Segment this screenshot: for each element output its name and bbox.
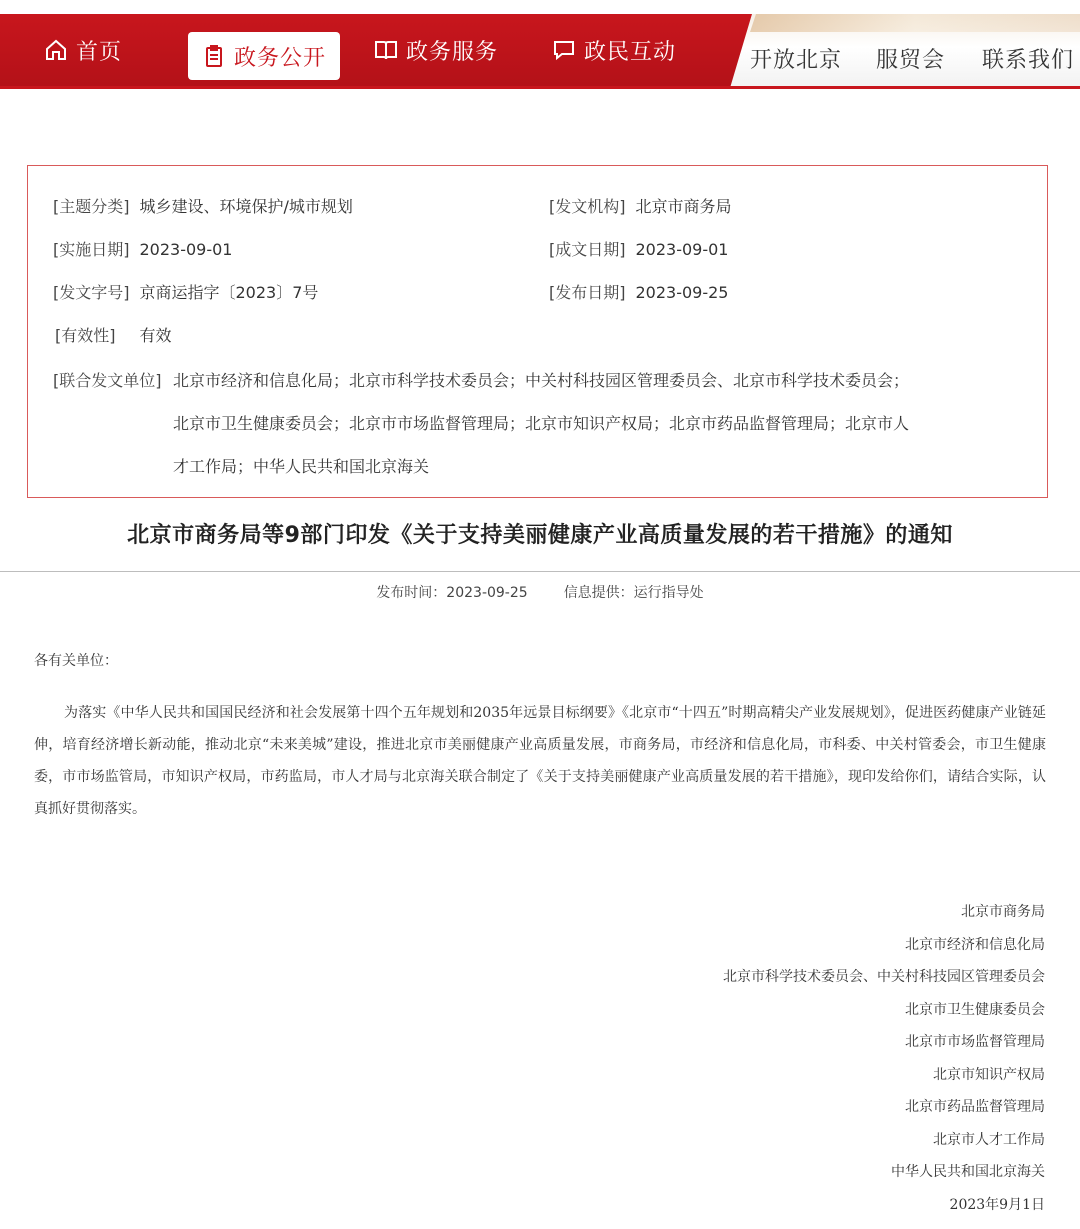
meta-topic-value: 城乡建设、环境保护/城市规划 — [139, 197, 353, 216]
meta-issuer — [549, 194, 732, 217]
meta-created-value: 2023-09-01 — [635, 240, 729, 259]
meta-docno-label: [发文字号] — [53, 283, 130, 302]
title-divider — [0, 571, 1080, 572]
meta-validity-label: [有效性] — [55, 326, 116, 345]
nav-contact[interactable] — [982, 32, 1074, 84]
publish-time: 发布时间：2023-09-25 — [376, 585, 528, 601]
meta-publish-value: 2023-09-25 — [635, 283, 729, 302]
meta-effective-label: [实施日期] — [53, 240, 130, 259]
nav-interaction-label: 政民互动 — [584, 39, 677, 65]
signer: 北京市市场监督管理局 — [905, 1034, 1045, 1050]
chat-icon — [552, 38, 576, 62]
book-icon — [374, 38, 398, 62]
signer: 中华人民共和国北京海关 — [891, 1164, 1045, 1180]
signer: 北京市卫生健康委员会 — [905, 1001, 1045, 1018]
meta-docno — [53, 280, 318, 303]
meta-joint-label: [联合发文单位] — [53, 371, 162, 390]
signer: 北京市经济和信息化局 — [905, 936, 1045, 953]
meta-validity-value: 有效 — [139, 326, 172, 345]
nav-contact-label: 联系我们 — [982, 47, 1075, 73]
nav-home[interactable] — [44, 24, 122, 76]
nav-gov-affairs-label: 政务公开 — [234, 45, 327, 71]
meta-effective — [53, 237, 232, 260]
signer: 北京市商务局 — [961, 904, 1045, 920]
meta-validity — [55, 323, 172, 346]
nav-open-beijing-label: 开放北京 — [750, 47, 843, 73]
info-provider: 信息提供：运行指导处 — [563, 585, 704, 601]
home-icon — [44, 38, 68, 62]
nav-ciftis-label: 服贸会 — [876, 47, 946, 73]
meta-joint-value: 北京市经济和信息化局；北京市科学技术委员会；中关村科技园区管理委员会、北京市科学技术委员会；北京市卫生健康委员会；北京市市场监督管理局；北京市知识产权局；北京市药品监督管理局；北京市人才工作局；中华人民共和国北京海关 — [173, 371, 910, 476]
nav-ciftis[interactable] — [876, 32, 945, 84]
article-pubinfo — [0, 582, 1080, 602]
meta-issuer-value: 北京市商务局 — [635, 197, 732, 216]
signer: 北京市药品监督管理局 — [905, 1099, 1045, 1115]
meta-topic-label: [主题分类] — [53, 197, 130, 216]
meta-issuer-label: [发文机构] — [549, 197, 626, 216]
nav-decoration — [750, 14, 1080, 32]
document-meta-box — [27, 165, 1048, 498]
body-paragraph: 为落实《中华人民共和国国民经济和社会发展第十四个五年规划和2035年远景目标纲要》《北京市“十四五”时期高精尖产业发展规划》，促进医药健康产业链延伸，培育经济增长新动能，推动北京“未来美城”建设，推进北京市美丽健康产业高质量发展，市商务局，市经济和信息化局，市科委、中关村管委会，市卫生健康委，市市场监管局，市知识产权局，市药监局，市人才局与北京海关联合制定了《关于支持美丽健康产业高质量发展的若干措施》，现印发给你们，请结合实际，认真抓好贯彻落实。 — [34, 705, 1046, 817]
meta-publish — [549, 280, 728, 303]
meta-docno-value: 京商运指字〔2023〕7号 — [139, 283, 319, 302]
nav-bottom-line — [0, 86, 1080, 89]
meta-publish-label: [发布日期] — [549, 283, 626, 302]
sign-date: 2023年9月1日 — [949, 1196, 1045, 1213]
clipboard-icon — [202, 44, 226, 68]
signer: 北京市科学技术委员会、中关村科技园区管理委员会 — [723, 969, 1045, 985]
top-strip — [0, 0, 1080, 14]
meta-topic — [53, 194, 353, 217]
nav-home-label: 首页 — [76, 39, 123, 65]
article-title: 北京市商务局等9部门印发《关于支持美丽健康产业高质量发展的若干措施》的通知 — [127, 523, 953, 548]
nav-gov-services-label: 政务服务 — [406, 39, 499, 65]
meta-effective-value: 2023-09-01 — [139, 240, 233, 259]
nav-open-beijing[interactable] — [750, 32, 842, 84]
signer: 北京市人才工作局 — [933, 1131, 1045, 1148]
salutation: 各有关单位： — [34, 653, 118, 669]
signer: 北京市知识产权局 — [933, 1066, 1045, 1083]
nav-interaction[interactable] — [552, 24, 676, 76]
nav-gov-affairs[interactable] — [188, 32, 340, 80]
signers-block — [723, 896, 1045, 1221]
meta-created — [549, 237, 728, 260]
nav-gov-services[interactable] — [374, 24, 498, 76]
meta-created-label: [成文日期] — [549, 240, 626, 259]
